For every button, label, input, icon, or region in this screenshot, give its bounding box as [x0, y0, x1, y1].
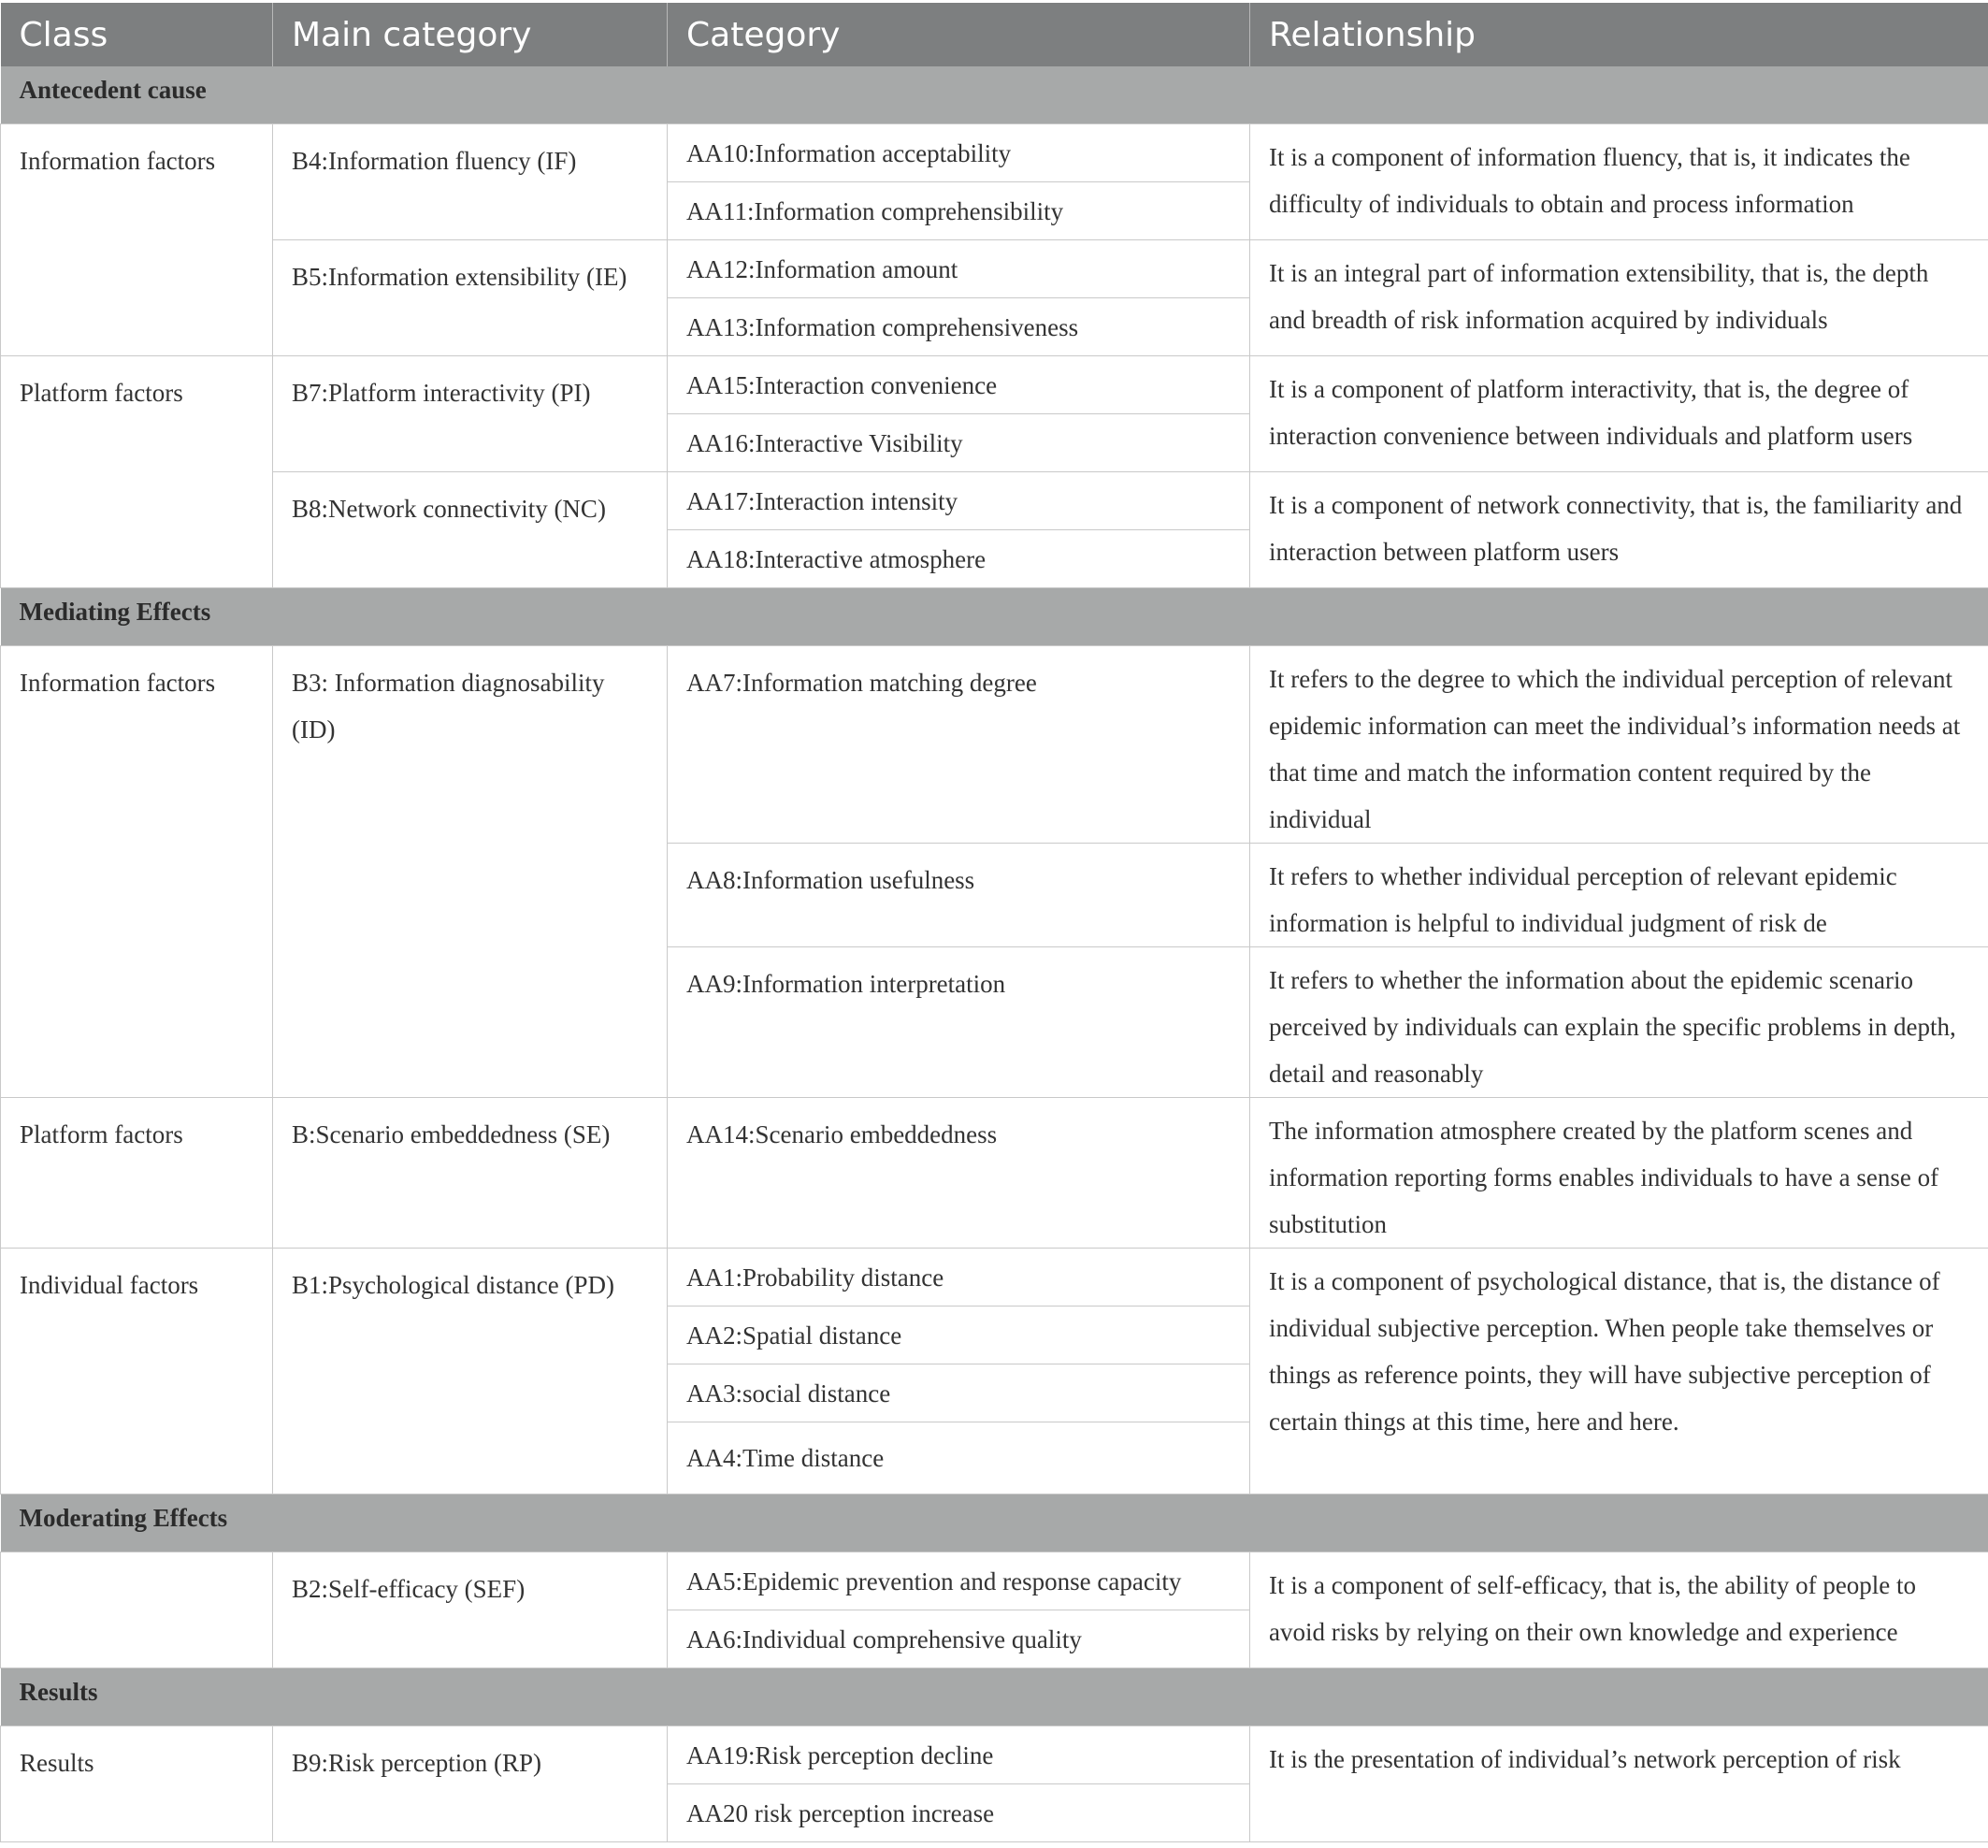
- main-category-cell: B4:Information fluency (IF): [273, 124, 668, 240]
- table-row: [1, 1552, 1988, 1610]
- category-cell: AA17:Interaction intensity: [668, 472, 1250, 530]
- main-category-cell: B5:Information extensibility (IE): [273, 240, 668, 356]
- relationship-cell: It is a component of information fluency, that is, it indicates the difficulty of individuals to obtain and process information: [1250, 124, 1988, 240]
- category-cell: AA20 risk perception increase: [668, 1784, 1250, 1842]
- relationship-cell: It refers to whether the information about the epidemic scenario perceived by individuals can explain the specific problems in depth, detail and reasonably: [1250, 947, 1988, 1098]
- table-row: [1, 1726, 1988, 1784]
- main-category-cell: B1:Psychological distance (PD): [273, 1249, 668, 1494]
- header-category: Category: [668, 3, 1250, 66]
- header-row: [1, 3, 1988, 66]
- main-category-cell: B3: Information diagnosability (ID): [273, 646, 668, 1098]
- relationship-cell: It is a component of network connectivity, that is, the familiarity and interaction between platform users: [1250, 472, 1988, 588]
- table-row: [1, 124, 1988, 182]
- section-title: Antecedent cause: [1, 66, 1988, 124]
- category-cell: AA1:Probability distance: [668, 1249, 1250, 1307]
- main-category-cell: B7:Platform interactivity (PI): [273, 356, 668, 472]
- section-title: Results: [1, 1668, 1988, 1726]
- relationship-cell: It refers to whether individual perception of relevant epidemic information is helpful to individual judgment of risk de: [1250, 844, 1988, 947]
- category-cell: AA9:Information interpretation: [668, 947, 1250, 1098]
- category-cell: AA6:Individual comprehensive quality: [668, 1610, 1250, 1668]
- category-cell: AA7:Information matching degree: [668, 646, 1250, 844]
- table-row: [1, 240, 1988, 298]
- class-cell: Platform factors: [1, 356, 273, 588]
- class-cell: Information factors: [1, 646, 273, 1098]
- main-category-cell: B9:Risk perception (RP): [273, 1726, 668, 1842]
- header-main-category: Main category: [273, 3, 668, 66]
- category-cell: AA16:Interactive Visibility: [668, 414, 1250, 472]
- class-cell: Information factors: [1, 124, 273, 356]
- category-cell: AA13:Information comprehensiveness: [668, 298, 1250, 356]
- table-row: [1, 646, 1988, 844]
- categories-table: [0, 3, 1988, 1842]
- category-cell: AA18:Interactive atmosphere: [668, 530, 1250, 588]
- main-category-cell: B:Scenario embeddedness (SE): [273, 1098, 668, 1249]
- relationship-cell: It is an integral part of information extensibility, that is, the depth and breadth of risk information acquired by individuals: [1250, 240, 1988, 356]
- table-row: [1, 472, 1988, 530]
- category-cell: AA8:Information usefulness: [668, 844, 1250, 947]
- relationship-cell: It is a component of psychological distance, that is, the distance of individual subjective perception. When people take themselves or things as reference points, they will have subjective perception of certain things at this time, here and here.: [1250, 1249, 1988, 1494]
- relationship-cell: It refers to the degree to which the individual perception of relevant epidemic information can meet the individual’s information needs at that time and match the information content required by the individual: [1250, 646, 1988, 844]
- category-cell: AA12:Information amount: [668, 240, 1250, 298]
- table-row: [1, 1098, 1988, 1249]
- relationship-cell: It is a component of self-efficacy, that is, the ability of people to avoid risks by relying on their own knowledge and experience: [1250, 1552, 1988, 1668]
- header-relationship: Relationship: [1250, 3, 1988, 66]
- section-title: Mediating Effects: [1, 588, 1988, 646]
- category-cell: AA19:Risk perception decline: [668, 1726, 1250, 1784]
- header-class: Class: [1, 3, 273, 66]
- class-cell: Results: [1, 1726, 273, 1842]
- category-cell: AA5:Epidemic prevention and response capacity: [668, 1552, 1250, 1610]
- main-category-cell: B2:Self-efficacy (SEF): [273, 1552, 668, 1668]
- class-cell: Individual factors: [1, 1249, 273, 1494]
- class-cell: [1, 1552, 273, 1668]
- category-cell: AA15:Interaction convenience: [668, 356, 1250, 414]
- category-cell: AA3:social distance: [668, 1364, 1250, 1422]
- relationship-cell: It is the presentation of individual’s network perception of risk: [1250, 1726, 1988, 1842]
- section-title: Moderating Effects: [1, 1494, 1988, 1552]
- category-cell: AA10:Information acceptability: [668, 124, 1250, 182]
- class-cell: Platform factors: [1, 1098, 273, 1249]
- relationship-cell: It is a component of platform interactivity, that is, the degree of interaction convenience between individuals and platform users: [1250, 356, 1988, 472]
- category-cell: AA14:Scenario embeddedness: [668, 1098, 1250, 1249]
- category-cell: AA4:Time distance: [668, 1422, 1250, 1494]
- table-row: [1, 1249, 1988, 1307]
- category-cell: AA2:Spatial distance: [668, 1307, 1250, 1364]
- category-cell: AA11:Information comprehensibility: [668, 182, 1250, 240]
- section-row: [1, 1668, 1988, 1726]
- main-category-cell: B8:Network connectivity (NC): [273, 472, 668, 588]
- section-row: [1, 66, 1988, 124]
- relationship-cell: The information atmosphere created by the platform scenes and information reporting forms enables individuals to have a sense of substitution: [1250, 1098, 1988, 1249]
- section-row: [1, 1494, 1988, 1552]
- section-row: [1, 588, 1988, 646]
- table-row: [1, 356, 1988, 414]
